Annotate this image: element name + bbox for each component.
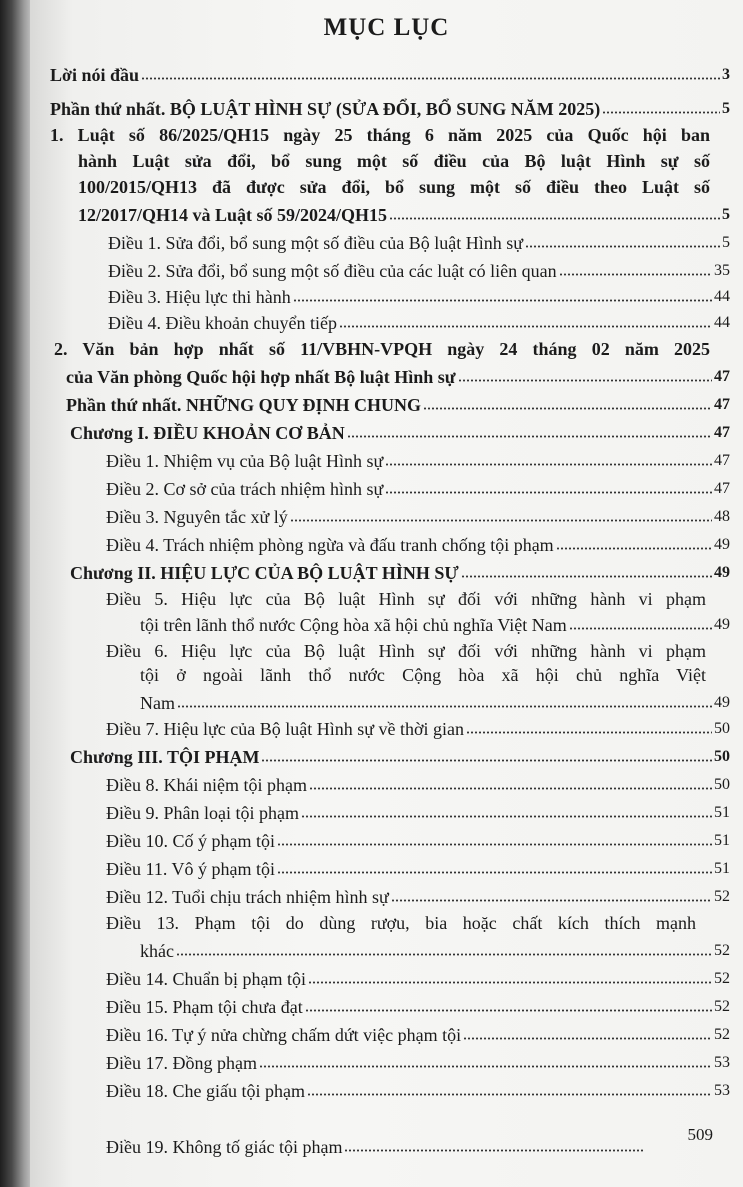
toc-entry: 100/2015/QH13 đã được sửa đổi, bổ sung một số điều theo Luật số [78, 177, 710, 197]
page-title: MỤC LỤC [323, 14, 450, 41]
toc-entry: Điều 2. Cơ sở của trách nhiệm hình sự 47 [106, 479, 730, 499]
toc-entry: Điều 14. Chuẩn bị phạm tội 52 [106, 969, 730, 989]
toc-page [30, 0, 743, 1187]
toc-entry: Điều 1. Sửa đổi, bổ sung một số điều của Bộ luật Hình sự 5 [108, 233, 730, 253]
toc-entry: Điều 7. Hiệu lực của Bộ luật Hình sự về thời gian 50 [106, 719, 730, 739]
toc-entry: Chương I. ĐIỀU KHOẢN CƠ BẢN 47 [70, 423, 730, 443]
toc-entry: Lời nói đầu 3 [50, 65, 730, 85]
toc-entry: 2. Văn bản hợp nhất số 11/VBHN-VPQH ngày 24 tháng 02 năm 2025 [54, 339, 710, 359]
toc-entry: tội ở ngoài lãnh thổ nước Cộng hòa xã hội chủ nghĩa Việt [140, 665, 706, 685]
toc-entry: Điều 3. Nguyên tắc xử lý 48 [106, 507, 730, 527]
toc-entry: Điều 5. Hiệu lực của Bộ luật Hình sự đối với những hành vi phạm [106, 589, 706, 609]
book-spine [0, 0, 34, 1187]
toc-entry: Điều 9. Phân loại tội phạm 51 [106, 803, 730, 823]
toc-entry: tội trên lãnh thổ nước Cộng hòa xã hội chủ nghĩa Việt Nam 49 [140, 615, 730, 635]
toc-entry: 1. Luật số 86/2025/QH15 ngày 25 tháng 6 năm 2025 của Quốc hội ban [50, 125, 710, 145]
toc-entry: Điều 16. Tự ý nửa chừng chấm dứt việc phạm tội 52 [106, 1025, 730, 1045]
toc-entry: của Văn phòng Quốc hội hợp nhất Bộ luật Hình sự 47 [66, 367, 730, 387]
toc-entry: Điều 13. Phạm tội do dùng rượu, bia hoặc chất kích thích mạnh [106, 913, 696, 933]
toc-entry: Nam 49 [140, 693, 730, 713]
toc-entry: Phần thứ nhất. BỘ LUẬT HÌNH SỰ (SỬA ĐỔI, BỔ SUNG NĂM 2025) 5 [50, 99, 730, 119]
toc-entry: Chương III. TỘI PHẠM 50 [70, 747, 730, 767]
page-number: 509 [687, 1125, 713, 1144]
toc-entry: Phần thứ nhất. NHỮNG QUY ĐỊNH CHUNG 47 [66, 395, 730, 415]
toc-entry: hành Luật sửa đổi, bổ sung một số điều của Bộ luật Hình sự số [78, 151, 710, 171]
toc-entry: Điều 6. Hiệu lực của Bộ luật Hình sự đối với những hành vi phạm [106, 641, 706, 661]
toc-entry: 12/2017/QH14 và Luật số 59/2024/QH15 5 [78, 205, 730, 225]
toc-entry: Điều 1. Nhiệm vụ của Bộ luật Hình sự 47 [106, 451, 730, 471]
toc-entry: Chương II. HIỆU LỰC CỦA BỘ LUẬT HÌNH SỰ 49 [70, 563, 730, 583]
toc-entry: Điều 8. Khái niệm tội phạm 50 [106, 775, 730, 795]
toc-entry: khác 52 [140, 941, 730, 961]
toc-entry: Điều 17. Đồng phạm 53 [106, 1053, 730, 1073]
toc-entry: Điều 4. Điều khoản chuyển tiếp 44 [108, 313, 730, 333]
toc-entry: Điều 4. Trách nhiệm phòng ngừa và đấu tranh chống tội phạm 49 [106, 535, 730, 555]
toc-entry: Điều 11. Vô ý phạm tội 51 [106, 859, 730, 879]
toc-entry: Điều 15. Phạm tội chưa đạt 52 [106, 997, 730, 1017]
toc-entry: Điều 12. Tuổi chịu trách nhiệm hình sự 52 [106, 887, 730, 907]
toc-entry: Điều 19. Không tố giác tội phạm [106, 1134, 646, 1158]
toc-entry: Điều 3. Hiệu lực thi hành 44 [108, 287, 730, 307]
toc-entry: Điều 10. Cố ý phạm tội 51 [106, 831, 730, 851]
toc-entry: Điều 18. Che giấu tội phạm 53 [106, 1081, 730, 1101]
toc-entry: Điều 2. Sửa đổi, bổ sung một số điều của các luật có liên quan 35 [108, 261, 730, 281]
